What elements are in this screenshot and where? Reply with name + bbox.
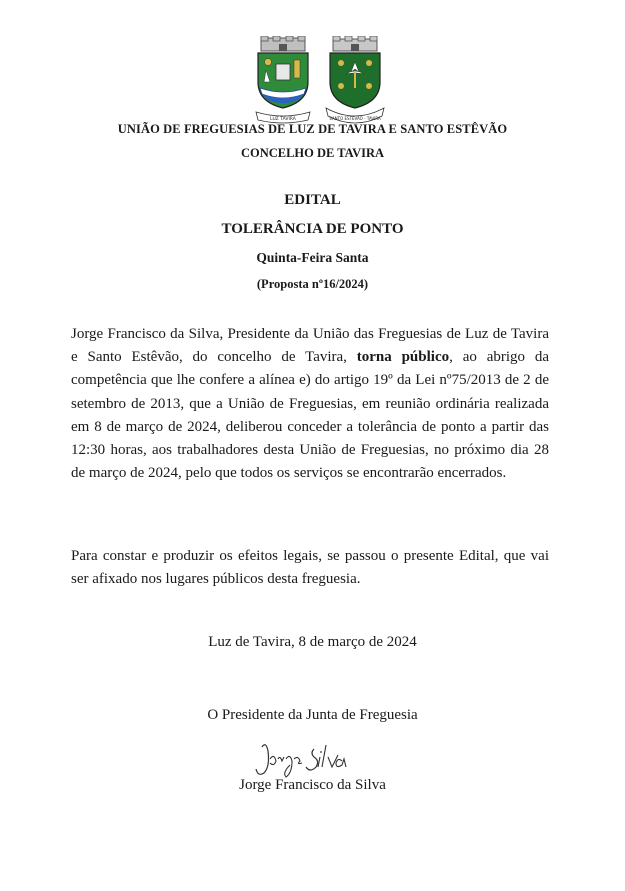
signatory-name: Jorge Francisco da Silva: [239, 777, 386, 793]
document-subject: TOLERÂNCIA DE PONTO: [221, 221, 404, 237]
crest-left-label: LUZ TAVIRA: [270, 117, 296, 122]
signatory-role: O Presidente da Junta de Freguesia: [207, 707, 418, 723]
place-date: Luz de Tavira, 8 de março de 2024: [208, 634, 417, 650]
announcement-paragraph: [71, 323, 549, 485]
organization-name: UNIÃO DE FREGUESIAS DE LUZ DE TAVIRA E SANTO ESTÊVÃO: [117, 122, 508, 136]
document-type: EDITAL: [284, 192, 341, 208]
crest-right-label: SANTO ESTÊVÃO - TAVIRA: [329, 116, 381, 121]
paragraph-text-end: , ao abrigo da competência que lhe confere a alínea e) do artigo 19º da Lei nº75/2013 de 2 de setembro de 2013, que a União de Freguesias, em reunião ordinária realizada em 8 de março de 2024, deliberou conceder a tolerância de ponto a partir das 12:30 horas, aos trabalhadores desta União de Freguesias, no próximo dia 28 de março de 2024, pelo que todos os serviços se encontrarão encerrados.: [71, 349, 550, 482]
posting-paragraph: Para constar e produzir os efeitos legais, se passou o presente Edital, que vai ser afixado nos lugares públicos desta freguesia.: [71, 548, 549, 588]
luz-tavira-crest-icon: [252, 36, 314, 124]
paragraph-text-start: Jorge Francisco da Silva, Presidente da União das Freguesias de Luz de Tavira e Santo Estêvão, do concelho de Tavira,: [71, 326, 549, 366]
santo-estevao-crest-icon: [324, 36, 386, 126]
municipality-name: CONCELHO DE TAVIRA: [240, 146, 385, 160]
proposal-number: (Proposta nº16/2024): [256, 277, 369, 291]
paragraph-bold-phrase: torna público: [356, 349, 450, 366]
crests-header: [252, 36, 387, 126]
document-day: Quinta-Feira Santa: [256, 250, 369, 265]
